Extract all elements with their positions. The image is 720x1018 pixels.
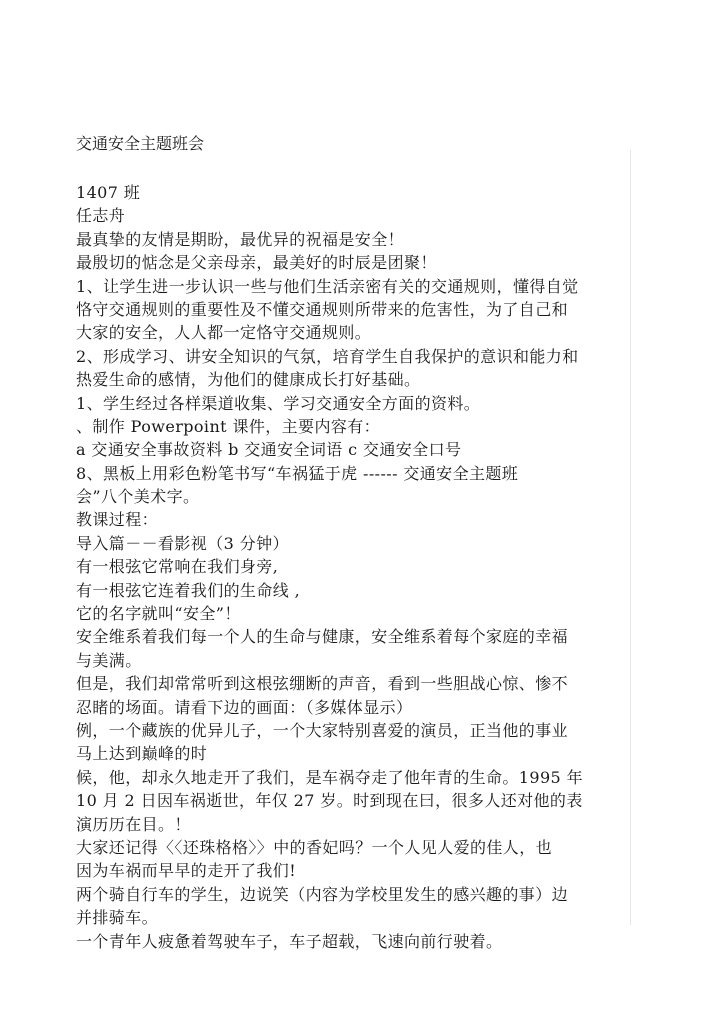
text-line: 大家的安全，人人都一定恪守交通规则。 (76, 323, 372, 343)
text-line: 1、学生经过各样渠道收集、学习交通安全方面的资料。 (76, 393, 481, 413)
text-line: 忍睹的场面。请看下边的画面：（多媒体显示） (76, 697, 413, 717)
text-line: 与美满。 (76, 650, 142, 670)
document-title: 交通安全主题班会 (76, 134, 205, 153)
text-line: 有一根弦它常响在我们身旁, (76, 557, 279, 577)
text-line: 演历历在目。！ (76, 814, 191, 834)
text-line: 最真挚的友情是期盼，最优异的祝福是安全！ (76, 229, 405, 249)
text-line: 、制作 Powerpoint 课件，主要内容有： (76, 416, 381, 436)
text-line: 安全维系着我们每一个人的生命与健康，安全维系着每个家庭的幸福 (76, 627, 569, 647)
document-body (76, 181, 632, 953)
text-line: 但是，我们却常常听到这根弦绷断的声音，看到一些胆战心惊、惨不 (76, 674, 569, 694)
text-line: 两个骑自行车的学生，边说笑（内容为学校里发生的感兴趣的事）边 (76, 884, 569, 904)
text-line: 1、让学生进一步认识一些与他们生活亲密有关的交通规则，懂得自觉 (76, 276, 579, 296)
text-line: 热爱生命的感情，为他们的健康成长打好基础。 (76, 370, 421, 390)
text-line: 2、形成学习、讲安全知识的气氛，培育学生自我保护的意识和能力和 (76, 346, 579, 366)
text-line: 它的名字就叫“安全”！ (76, 604, 241, 624)
text-line: 有一根弦它连着我们的生命线 , (76, 580, 301, 600)
text-line: 因为车祸而早早的走开了我们! (76, 861, 297, 881)
text-line: 8、黑板上用彩色粉笔书写“车祸猛于虎 ------ 交通安全主题班 (76, 463, 519, 483)
text-line: 大家还记得〈〈还珠格格〉〉中的香妃吗？一个人见人爱的佳人，也 (76, 837, 553, 857)
text-line: 并排骑车。 (76, 908, 159, 928)
section-heading: 导入篇－－看影视（3 分钟） (76, 533, 289, 553)
text-line: 最殷切的惦念是父亲母亲，最美好的时辰是团聚！ (76, 253, 437, 273)
text-line: 候，他，却永久地走开了我们，是车祸夺走了他年青的生命。1995 年 (76, 767, 584, 787)
author-name: 任志舟 (76, 206, 126, 226)
text-line: 例，一个藏族的优异儿子，一个大家特别喜爱的演员，正当他的事业 (76, 720, 569, 740)
text-line: 恪守交通规则的重要性及不懂交通规则所带来的危害性，为了自己和 (76, 299, 569, 319)
class-number: 1407 班 (76, 183, 141, 202)
text-line: 一个青年人疲惫着驾驶车子，车子超载，飞速向前行驶着。 (76, 931, 503, 951)
text-line: 马上达到巅峰的时 (76, 744, 208, 764)
text-line: 10 月 2 日因车祸逝世，年仅 27 岁。时到现在曰，很多人还对他的表 (76, 791, 583, 811)
text-line: 会”八个美术字。 (76, 487, 200, 507)
section-heading: 教课过程： (76, 510, 159, 530)
text-line: a 交通安全事故资料 b 交通安全词语 c 交通安全口号 (76, 440, 462, 460)
